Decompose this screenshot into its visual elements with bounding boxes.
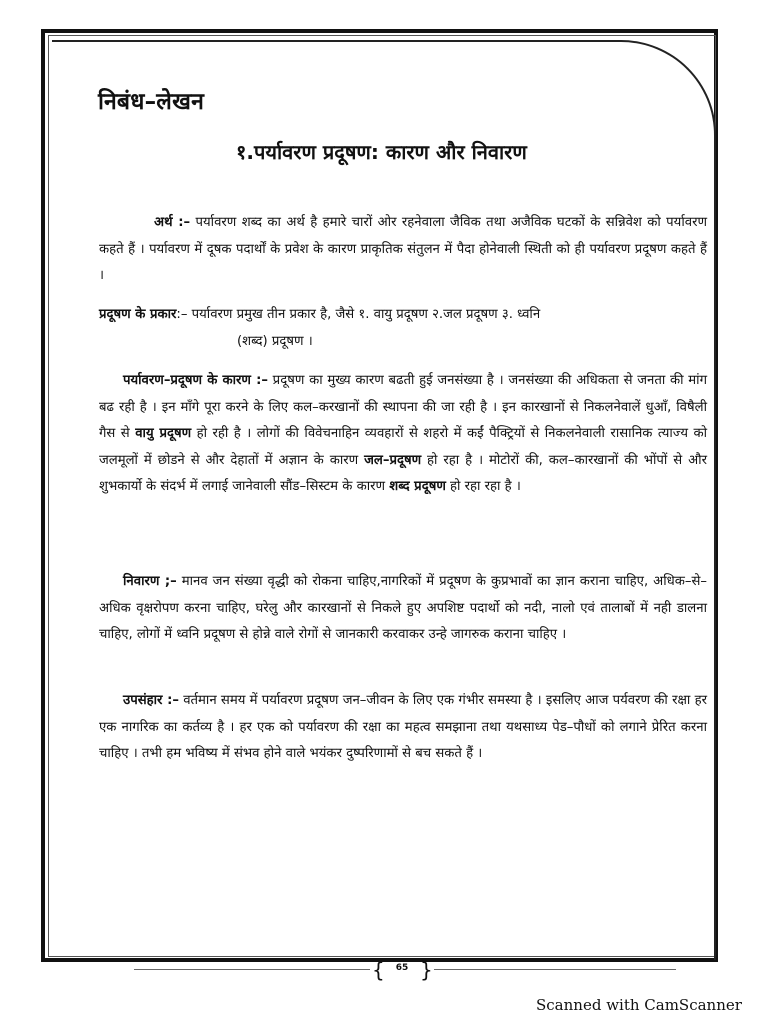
nivaran-text: मानव जन संख्या वृद्धी को रोकना चाहिए,नागरिकों में प्रदूषण के कुप्रभावों का ज्ञान कराना चाहिए, अधिक–से–अधिक वृक्षरोपण करना चाहिए, घरेलु और कारखानों से निकले हुए अपशिष्ट पदार्थो को नदी, नालो एवं तालाबों में नही डालना चाहिए, लोगों में ध्वनि प्रदूषण से होन्ने वाले रोगों से जानकारी करवाकर उन्हे जागरुक कराना चाहिए ।: [99, 574, 707, 643]
arth-label: अर्थ :–: [154, 215, 191, 230]
nivaran-label: निवारण ;–: [123, 574, 177, 589]
karan-text-c: हो रहा है । मोटोरों की, कल–कारखानों की भोंपों से और शुभकार्यो के संदर्भ में लगाई जानेवाली सौंड–सिस्टम के कारण: [99, 452, 707, 495]
paragraph-prakar: [99, 302, 707, 355]
paragraph-nivaran: [99, 569, 707, 649]
brace-right: }: [420, 958, 433, 982]
prakar-label: प्रदूषण के प्रकार: [99, 307, 177, 322]
paragraph-arth: [99, 210, 707, 290]
upsanhar-text: वर्तमान समय में पर्यावरण प्रदूषण जन–जीवन के लिए एक गंभीर समस्या है । इसलिए आज पर्यवरण की रक्षा हर एक नागरिक का कर्तव्य है । हर एक को पर्यावरण की रक्षा का महत्व समझाना तथा यथसाध्य पेड–पौधों को लगाने प्रेरित करना चाहिए । तभी हम भविष्य में संभव होने वाले भयंकर दुष्परिणामों से बच सकते हैं ।: [99, 693, 707, 762]
footer-line-right: [434, 969, 676, 970]
karan-bold-shabd: शब्द प्रदूषण: [389, 479, 446, 495]
prakar-text: :– पर्यावरण प्रमुख तीन प्रकार है, जैसे १. वायु प्रदूषण २.जल प्रदूषण ३. ध्वनि: [176, 307, 541, 322]
paragraph-karan: [99, 368, 707, 501]
karan-text-a: प्रदूषण का मुख्य कारण बढती हुई जनसंख्या है । जनसंख्या की अधिकता से जनता की मांग बढ रही है । इन माँगे पूरा करने के लिए कल–करखानों की स्थापना की जा रही है । इन कारखानों से निकलनेवालें धुआँ, विषैली गैस से: [99, 373, 708, 442]
essay-title: १.पर्यावरण प्रदूषण: कारण और निवारण: [236, 140, 527, 164]
arth-text: पर्यावरण शब्द का अर्थ है हमारे चारों ओर रहनेवाला जैविक तथा अजैविक घटकों के सन्निवेश को पर्यावरण कहते हैं । पर्यावरण में दूषक पदार्थों के प्रवेश के कारण प्राकृतिक संतुलन में पैदा होनेवाली स्थिती को ही पर्यावरण प्रदूषण कहते हैं ।: [99, 215, 707, 284]
upsanhar-label: उपसंहार :–: [123, 693, 179, 708]
page-heading: निबंध–लेखन: [98, 89, 205, 115]
brace-left: {: [372, 958, 385, 982]
prakar-text-cont: (शब्द) प्रदूषण ।: [237, 333, 313, 349]
karan-bold-jal: जल–प्रदूषण: [364, 452, 422, 468]
footer-line-left: [134, 969, 370, 970]
karan-text-b: हो रही है । लोगों की विवेचनाहिन व्यवहारों से शहरो में कईं पैक्ट्रियों से निकलनेवाली रासानिक त्याज्य को जलमूलों में छोडने से और देहातों में अज्ञान के कारण: [99, 426, 707, 468]
paragraph-upsanhar: [99, 688, 707, 768]
scanner-watermark: Scanned with CamScanner: [536, 996, 742, 1014]
karan-text-d: हो रहा रहा है ।: [445, 479, 521, 495]
page-number-box: [370, 959, 434, 983]
karan-label: पर्यावरण–प्रदूषण के कारण :–: [123, 373, 268, 388]
karan-bold-vayu: वायु प्रदूषण: [135, 426, 192, 442]
page-number: 65: [395, 963, 409, 973]
